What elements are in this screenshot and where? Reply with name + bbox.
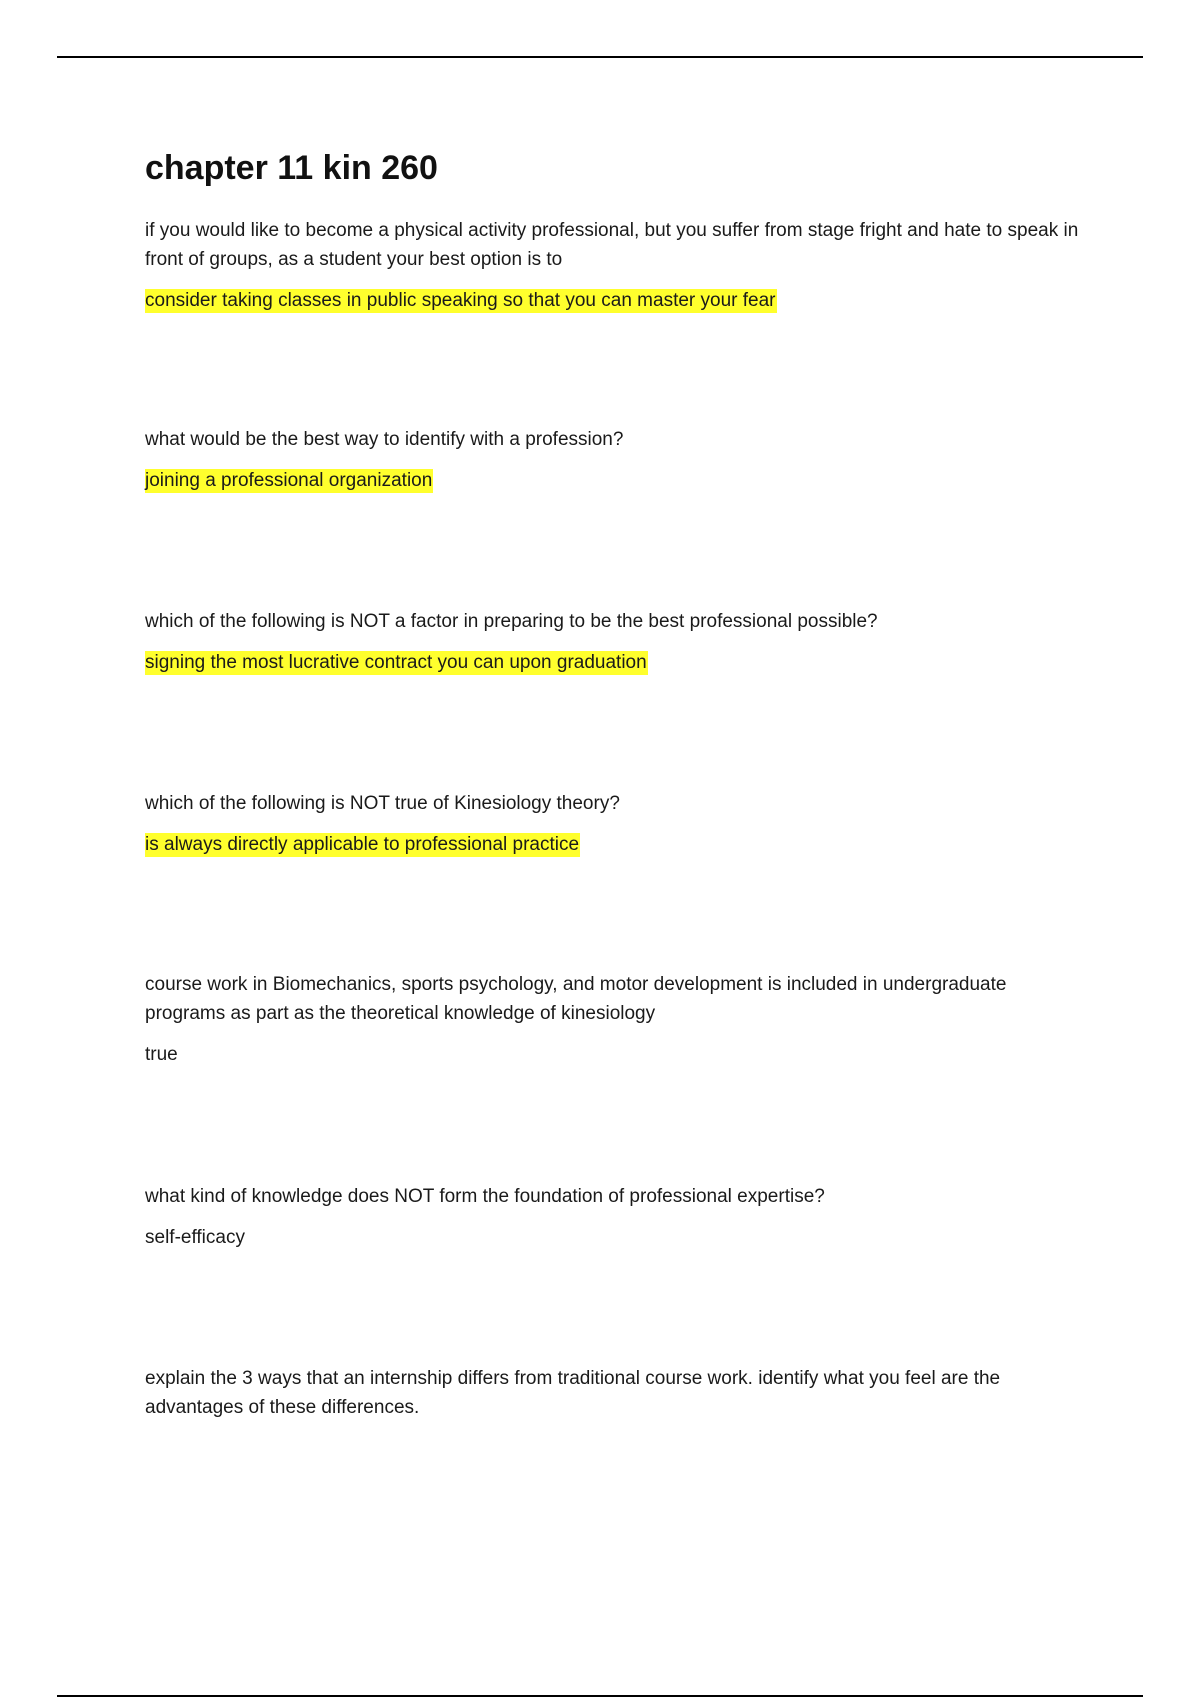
- qa-item-4: [145, 789, 1080, 857]
- header-rule: [57, 56, 1143, 58]
- question-text: what kind of knowledge does NOT form the foundation of professional expertise?: [145, 1186, 825, 1207]
- answer-text: [145, 650, 1080, 675]
- answer-highlight: is always directly applicable to professional practice: [145, 834, 580, 855]
- question-text: which of the following is NOT a factor in preparing to be the best professional possible?: [145, 611, 878, 632]
- answer-highlight: signing the most lucrative contract you can upon graduation: [145, 652, 647, 673]
- footer-rule: [57, 1695, 1143, 1697]
- question-text: what would be the best way to identify with a profession?: [145, 429, 624, 450]
- answer-text: [145, 288, 1080, 313]
- answer-text: true: [145, 1044, 178, 1065]
- qa-item-1: [145, 216, 1080, 313]
- answer-text: self-efficacy: [145, 1227, 245, 1248]
- question-text: course work in Biomechanics, sports psychology, and motor development is included in undergraduate programs as part as the theoretical knowledge of kinesiology: [145, 974, 1007, 1024]
- question-text: which of the following is NOT true of Kinesiology theory?: [145, 793, 620, 814]
- qa-item-5: [145, 970, 1080, 1067]
- answer-highlight: joining a professional organization: [145, 470, 433, 491]
- qa-item-7: [145, 1364, 1080, 1422]
- answer-text: [145, 832, 1080, 857]
- answer-text: [145, 468, 1080, 493]
- question-text: explain the 3 ways that an internship differs from traditional course work. identify what you feel are the advantages of these differences.: [145, 1368, 1001, 1418]
- page-title: chapter 11 kin 260: [145, 149, 438, 187]
- qa-item-3: [145, 607, 1080, 675]
- qa-item-6: [145, 1182, 1080, 1250]
- qa-item-2: [145, 425, 1080, 493]
- question-text: if you would like to become a physical activity professional, but you suffer from stage fright and hate to speak in front of groups, as a student your best option is to: [145, 220, 1079, 270]
- answer-highlight: consider taking classes in public speaking so that you can master your fear: [145, 290, 776, 311]
